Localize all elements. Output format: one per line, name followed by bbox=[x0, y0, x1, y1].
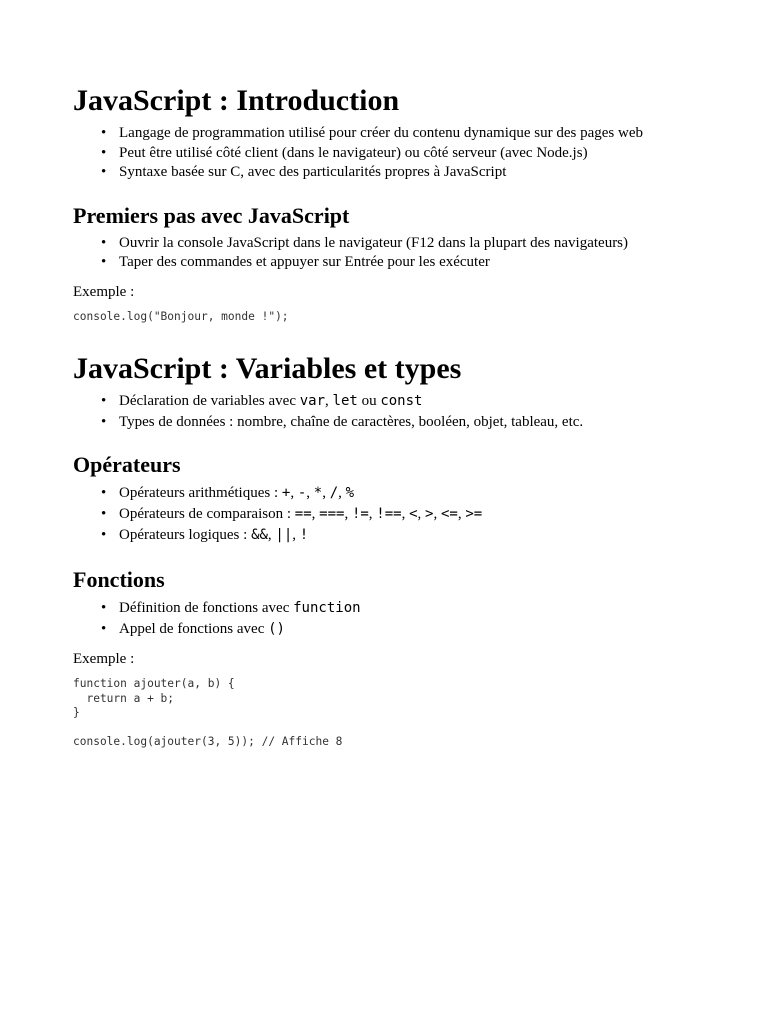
list-item: • Syntaxe basée sur C, avec des particularités propres à JavaScript bbox=[119, 163, 713, 183]
section-title-variables: JavaScript : Variables et types bbox=[73, 352, 462, 385]
logical-operators-label: Opérateurs logiques : bbox=[119, 527, 252, 543]
comparison-operators-label: Opérateurs de comparaison : bbox=[119, 506, 295, 522]
operator: <= bbox=[440, 506, 458, 522]
variables-bullet-list bbox=[73, 392, 713, 432]
operator: + bbox=[281, 485, 291, 501]
function-call-text: Appel de fonctions avec bbox=[119, 621, 269, 637]
function-definition-text: Définition de fonctions avec bbox=[119, 600, 294, 616]
separator: ou bbox=[357, 393, 381, 409]
intro-bullet-list bbox=[73, 124, 713, 183]
operator: * bbox=[313, 485, 323, 501]
list-item: • Types de données : nombre, chaîne de caractères, booléen, objet, tableau, etc. bbox=[119, 413, 713, 433]
list-item: • Opérateurs logiques : &&, ||, ! bbox=[119, 525, 713, 546]
list-item bbox=[119, 392, 713, 412]
operator: || bbox=[275, 527, 293, 543]
list-item bbox=[119, 619, 713, 640]
operators-bullet-list bbox=[73, 483, 713, 546]
separator: , bbox=[325, 393, 333, 409]
list-item: • Ouvrir la console JavaScript dans le navigateur (F12 dans la plupart des navigateurs) bbox=[119, 234, 713, 254]
section-title-operators: Opérateurs bbox=[73, 452, 181, 477]
keyword-const: const bbox=[380, 393, 423, 409]
list-item: • Opérateurs de comparaison : ==, ===, !=, !==, <, >, <=, >= bbox=[119, 504, 713, 525]
keyword-function: function bbox=[293, 600, 361, 616]
operator: && bbox=[251, 527, 268, 543]
variables-declaration-text: Déclaration de variables avec bbox=[119, 393, 300, 409]
operator: - bbox=[297, 485, 307, 501]
operator: == bbox=[294, 506, 312, 522]
keyword-var: var bbox=[299, 393, 326, 409]
list-item bbox=[119, 598, 713, 619]
functions-bullet-list bbox=[73, 598, 713, 640]
operator: < bbox=[409, 506, 418, 522]
code-block-hello: console.log("Bonjour, monde !"); bbox=[73, 309, 289, 323]
keyword-let: let bbox=[332, 393, 358, 409]
operator: === bbox=[319, 506, 345, 522]
operator: % bbox=[345, 485, 355, 501]
operator: != bbox=[351, 506, 369, 522]
operator: >= bbox=[465, 506, 483, 522]
example-label: Exemple : bbox=[73, 651, 135, 667]
arithmetic-operators-label: Opérateurs arithmétiques : bbox=[119, 485, 282, 501]
section-title-introduction: JavaScript : Introduction bbox=[73, 84, 400, 117]
operator: ! bbox=[299, 527, 309, 543]
list-item: • Peut être utilisé côté client (dans le navigateur) ou côté serveur (avec Node.js) bbox=[119, 144, 713, 164]
list-item: • Langage de programmation utilisé pour créer du contenu dynamique sur des pages web bbox=[119, 124, 713, 144]
operator: > bbox=[425, 506, 434, 522]
list-item: • Opérateurs arithmétiques : +, -, *, /, % bbox=[119, 483, 713, 504]
document-page bbox=[73, 82, 713, 750]
call-parentheses: () bbox=[268, 621, 285, 637]
first-steps-bullet-list bbox=[73, 234, 713, 273]
operator: !== bbox=[376, 506, 402, 522]
section-title-functions: Fonctions bbox=[73, 567, 165, 592]
list-item: • Taper des commandes et appuyer sur Entrée pour les exécuter bbox=[119, 253, 713, 273]
operator: / bbox=[329, 485, 339, 501]
code-block-function: function ajouter(a, b) { return a + b; } console.log(ajouter(3, 5)); // Affiche 8 bbox=[73, 677, 343, 748]
example-label: Exemple : bbox=[73, 283, 135, 300]
section-title-first-steps: Premiers pas avec JavaScript bbox=[73, 202, 350, 228]
